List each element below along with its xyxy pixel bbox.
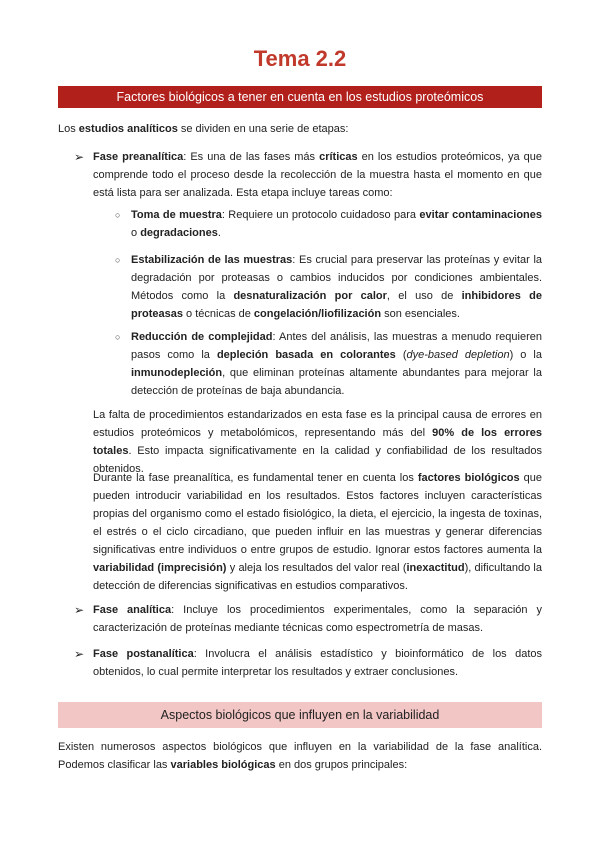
circle-bullet-icon: ○ [115,210,121,220]
arrow-bullet-icon: ➢ [74,150,85,164]
subitem-toma-de-muestra: Toma de muestra: Requiere un protocolo cuidadoso para evitar contaminaciones o degradaciones. [131,209,542,239]
paragraph-aspectos-biologicos: Existen numerosos aspectos biológicos que influyen en la variabilidad de la fase analítica. Podemos clasificar las variables biológicas en dos grupos principales: [58,741,542,771]
bullet-fase-preanalitica: Fase preanalítica: Es una de las fases más críticas en los estudios proteómicos, ya que comprende todo el proceso desde la recolección de la muestra hasta el momento en que está lista para ser analizada. Esta etapa incluye tareas como: [93,151,542,199]
circle-bullet-icon: ○ [115,332,121,342]
section-banner-aspectos: Aspectos biológicos que influyen en la variabilidad [58,702,542,728]
subitem-estabilizacion: Estabilización de las muestras: Es crucial para preservar las proteínas y evitar la degradación por proteasas o cambios inducidos por condiciones ambientales. Métodos como la desnaturalización por calor, el uso de inhibidores de proteasas o técnicas de congelación/liofilización son esenciales. [131,254,542,320]
paragraph-errores: La falta de procedimientos estandarizados en esta fase es la principal causa de errores en estudios proteómicos y metabolómicos, representando más del 90% de los errores totales. Esto impacta significativamente en la calidad y confiabilidad de los resultados obtenidos. [93,409,542,475]
subitem-reduccion-complejidad: Reducción de complejidad: Antes del análisis, las muestras a menudo requieren pasos como la depleción basada en colorantes (dye-based depletion) o la inmunodepleción, que eliminan proteínas altamente abundantes para mejorar la detección de proteínas de baja abundancia. [131,331,542,397]
section-banner-factores: Factores biológicos a tener en cuenta en los estudios proteómicos [58,86,542,108]
bullet-fase-postanalitica: Fase postanalítica: Involucra el análisis estadístico y bioinformático de los datos obtenidos, lo cual permite interpretar los resultados y extraer conclusiones. [93,648,542,678]
circle-bullet-icon: ○ [115,255,121,265]
arrow-bullet-icon: ➢ [74,603,85,617]
paragraph-factores-biologicos: Durante la fase preanalítica, es fundamental tener en cuenta los factores biológicos que pueden introducir variabilidad en los resultados. Estos factores incluyen características propias del organismo como el estado fisiológico, la dieta, el ejercicio, la ingesta de toxinas, el estrés o el ciclo circadiano, que pueden influir en las muestras y generar diferencias significativas entre individuos o entre grupos de estudio. Ignorar estos factores aumenta la variabilidad (imprecisión) y aleja los resultados del valor real (inexactitud), dificultando la detección de diferencias significativas en estudios comparativos. [93,472,542,592]
page-title: Tema 2.2 [253,46,347,71]
intro-paragraph: Los estudios analíticos se dividen en una serie de etapas: [58,123,349,135]
bullet-fase-analitica: Fase analítica: Incluye los procedimientos experimentales, como la separación y caracterización de proteínas mediante técnicas como espectrometría de masas. [93,604,543,634]
arrow-bullet-icon: ➢ [74,647,85,661]
